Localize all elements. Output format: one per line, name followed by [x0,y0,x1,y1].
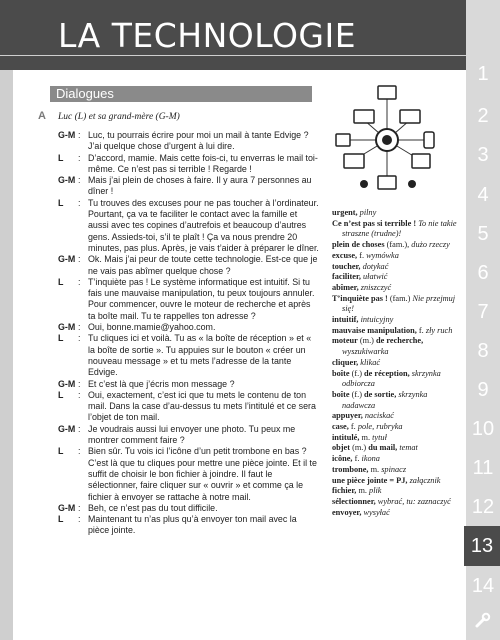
vocab-entry: appuyer, naciskać [332,411,394,421]
tab-chapter-4[interactable]: 4 [477,183,489,206]
line-text: Beh, ce n’est pas du tout difficile. [88,502,218,513]
dialogue-line: L : D’accord, mamie. Mais cette fois-ci, tu enverras le mail toi-même. Ce n’est pas si terrible ! Regarde ! [58,153,320,176]
dialogue-line: L : Tu trouves des excuses pour ne pas toucher à l’ordinateur. Pourtant, ça va te faciliter le contact avec la famille et aussi avec tes copines d’autrefois et beaucoup d’autres gens. Assieds-toi, s’il te plaît ! Ça va nous prendre 20 minutes, pas plus. Après, je vais t’aider à préparer le dîner. [58,197,319,253]
speaker: L [58,389,64,400]
vocab-entry: boîte (f.) de sortie, skrzynka nadawcza [332,389,428,410]
vocab-entry: urgent, pilny [332,208,377,217]
tab-chapter-1[interactable]: 1 [477,62,489,85]
vocab-entry: T’inquiète pas ! (fam.) Nie przejmuj się! [332,293,456,314]
tab-chapter-3[interactable]: 3 [477,143,489,166]
line-text: T’inquiète pas ! Le système informatique est intuitif. Si tu fais une mauvaise manipulation, tu peux toujours annuler. Pour commencer, ouvre le moteur de recherche et après ta boîte mail. Tu te rappelles ton adresse ? [88,276,315,321]
tab-chapter-11[interactable]: 11 [472,456,494,479]
vocab-entry: intuitif, intuicyjny [332,315,394,325]
page-header [0,0,466,70]
speaker: L [58,514,64,525]
dialogue-line: G-M : Oui, bonne.mamie@yahoo.com. [58,322,320,333]
exercise-marker: A [38,110,46,122]
tab-chapter-5[interactable]: 5 [477,222,489,245]
speaker: G-M [58,423,76,434]
speaker: G-M [58,502,76,513]
vocab-entry: abîmer, zniszczyć [332,282,392,292]
speaker: L [58,197,64,208]
vocab-entry: faciliter, ułatwić [332,272,388,282]
vocab-entry: toucher, dotykać [332,261,389,271]
dialogue-line: G-M : Mais j’ai plein de choses à faire. Il y aura 7 personnes au dîner ! [58,175,320,198]
tab-chapter-10[interactable]: 10 [471,417,495,440]
page-title: LA TECHNOLOGIE [58,16,357,55]
vocab-entry: excuse, f. wymówka [332,250,399,260]
tab-chapter-14[interactable]: 14 [471,574,495,597]
tab-chapter-2[interactable]: 2 [477,104,489,127]
line-text: Tu trouves des excuses pour ne pas toucher à l’ordinateur. Pourtant, ça va te faciliter le contact avec la famille et aussi avec tes copines d’autrefois et beaucoup d’autres gens. Assieds-toi, s’il te plaît ! Ça va nous prendre 20 minutes, pas plus. Après, je vais t’aider à préparer le dîner. [88,197,319,253]
line-text: Bien sûr. Tu vois ici l’icône d’un petit trombone en bas ? C’est là que tu cliques pour mettre une pièce jointe. Et il te suffit de choisir le bon fichier à joindre. Il faut le sélectionner, faire cliquer sur « ouvrir » et comme ça le fichier à envoyer se rattache à notre mail. [88,446,317,502]
section-title: Dialogues [56,86,114,101]
dialogue-line: G-M : Ok. Mais j’ai peur de toute cette technologie. Est-ce que je ne vais pas abîmer quelque chose ? [58,254,320,277]
vocab-entry: moteur (m.) de recherche, wyszukiwarka [332,336,424,357]
tab-chapter-7[interactable]: 7 [477,300,489,323]
vocab-entry: une pièce jointe = PJ, załącznik [332,475,441,485]
tab-chapter-12[interactable]: 12 [471,495,495,518]
vocab-entry: fichier, m. plik [332,486,382,496]
technology-network-illustration [334,80,440,202]
line-text: Luc, tu pourrais écrire pour moi un mail à tante Edvige ? J’ai quelque chose d’urgent à lui dire. [88,130,309,152]
left-margin-strip [0,70,13,640]
dialogue-line: G-M : Et c’est là que j’écris mon message ? [58,379,320,390]
line-text: Mais j’ai plein de choses à faire. Il y aura 7 personnes au dîner ! [88,175,312,197]
dialogue-line: L : Maintenant tu n’as plus qu’à envoyer ton mail avec la pièce jointe. [58,514,320,537]
line-text: Maintenant tu n’as plus qu’à envoyer ton mail avec la pièce jointe. [88,514,297,536]
tab-chapter-13[interactable]: 13 [464,526,500,566]
vocab-entry: icône, f. ikona [332,454,380,464]
vocab-entry: sélectionner, wybrać, tu: zaznaczyć [332,496,451,506]
dialogue-intro: Luc (L) et sa grand-mère (G-M) [58,112,180,122]
vocab-entry: objet (m.) du mail, temat [332,443,418,453]
vocab-entry: envoyer, wysyłać [332,507,390,517]
speaker: G-M [58,254,76,265]
line-text: Ok. Mais j’ai peur de toute cette technologie. Est-ce que je ne vais pas abîmer quelque chose ? [88,254,318,276]
vocab-entry: Ce n’est pas si terrible ! To nie takie straszne (trudne)! [332,218,457,239]
tab-chapter-9[interactable]: 9 [477,378,489,401]
dialogue-line: L : Oui, exactement, c’est ici que tu mets le contenu de ton mail. Dans la case d’au-dessus tu mets l’intitulé et ce sera l’objet de ton mail. [58,390,320,424]
vocab-entry: boîte (f.) de réception, skrzynka odbiorcza [332,368,441,389]
line-text: Oui, exactement, c’est ici que tu mets le contenu de ton mail. Dans la case d’au-dessus tu mets l’intitulé et ce sera l’objet de ton mail. [88,389,316,423]
dialogue [58,130,320,537]
vocab-entry: case, f. pole, rubryka [332,422,403,432]
speaker: L [58,276,64,287]
line-text: Oui, bonne.mamie@yahoo.com. [88,322,216,333]
line-text: Tu cliques ici et voilà. Tu as « la boîte de réception » et « la boîte de sortie ». Tu appuies sur le bouton « créer un nouveau message » et tu mets l’adresse de la tante Edvige. [88,333,312,378]
speaker: G-M [58,378,76,389]
vocabulary-list [332,208,460,518]
speaker: L [58,446,64,457]
speaker: L [58,152,64,163]
speaker: L [58,333,64,344]
dialogue-line: L : T’inquiète pas ! Le système informatique est intuitif. Si tu fais une mauvaise manipulation, tu peux toujours annuler. Pour commencer, ouvre le moteur de recherche et après ta boîte mail. Tu te rappelles ton adresse ? [58,277,320,322]
speaker: G-M [58,130,76,140]
dialogue-line: L : Bien sûr. Tu vois ici l’icône d’un petit trombone en bas ? C’est là que tu cliques pour mettre une pièce jointe. Et il te suffit de choisir le bon fichier à joindre. Il faut le sélectionner, faire cliquer sur « ouvrir » et comme ça le fichier à envoyer se rattache à notre mail. [58,446,320,502]
dialogue-line: L : Tu cliques ici et voilà. Tu as « la boîte de réception » et « la boîte de sortie ». Tu appuies sur le bouton « créer un nouveau message » et tu mets l’adresse de la tante Edvige. [58,333,320,378]
dialogue-line: G-M : Je voudrais aussi lui envoyer une photo. Tu peux me montrer comment faire ? [58,424,320,447]
vocab-entry: intitulé, m. tytuł [332,432,387,442]
speaker: G-M [58,175,76,186]
vocab-entry: trombone, m. spinacz [332,464,407,474]
header-divider [0,55,466,56]
dialogue-line: G-M : Luc, tu pourrais écrire pour moi un mail à tante Edvige ? J’ai quelque chose d’urgent à lui dire. [58,130,320,153]
tab-chapter-6[interactable]: 6 [477,261,489,284]
line-text: D’accord, mamie. Mais cette fois-ci, tu enverras le mail toi-même. Ce n’est pas si terrible ! Regarde ! [88,152,318,174]
line-text: Je voudrais aussi lui envoyer une photo. Tu peux me montrer comment faire ? [88,423,296,446]
wrench-icon[interactable] [466,600,500,640]
vocab-entry: mauvaise manipulation, f. zły ruch [332,325,453,335]
speaker: G-M [58,322,76,333]
dialogue-line: G-M : Beh, ce n’est pas du tout difficile. [58,503,320,514]
line-text: Et c’est là que j’écris mon message ? [88,378,235,389]
tab-chapter-8[interactable]: 8 [477,339,489,362]
vocab-entry: cliquer, klikać [332,357,381,367]
vocab-entry: plein de choses (fam.), dużo rzeczy [332,240,450,250]
